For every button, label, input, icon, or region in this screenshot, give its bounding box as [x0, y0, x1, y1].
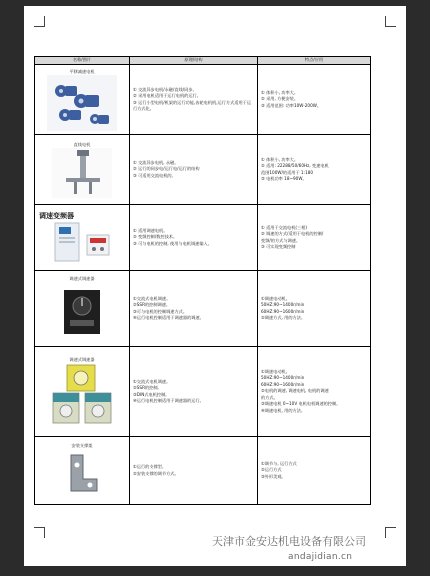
principle-line: ③ 运行小型电机/机架的运行功能,齿轮电机机,运行方式适用于运行方式化。 [133, 99, 252, 111]
feature-line: ② 调速的方式/适用于电机的控制/ [261, 231, 324, 237]
principle-line: ③ 可适用交流电机的。 [133, 172, 176, 178]
product-spec-table [34, 56, 371, 505]
principle-line: ②SSR的控制。 [133, 385, 162, 391]
din-controller-image [49, 363, 115, 427]
product-name: 调速式调速器 [69, 276, 95, 281]
features-cell [258, 135, 371, 205]
feature-line: 范围100W/的适用于 1:180 [261, 169, 314, 175]
feature-line: ②电机的调速, 调速电机, 电机的调速 [261, 388, 329, 394]
table-row [35, 65, 371, 135]
feature-line: 60HZ:90~1600r/min [261, 381, 305, 387]
feature-line: ①调速电动机。 [261, 295, 290, 301]
table-row [35, 437, 371, 505]
product-name: 平移减速电机 [69, 69, 95, 74]
feature-line: ④调速电机, 用的方法。 [261, 407, 306, 413]
features-cell [258, 271, 371, 347]
features-cell [258, 65, 371, 135]
principle-line: ②安装支撑的调节方式。 [133, 470, 179, 476]
feature-line: ① 适用于交流电机(三相) [261, 224, 308, 230]
principle-cell [130, 65, 258, 135]
feature-line: ①调速电动机。 [261, 369, 290, 375]
speed-controller-image [52, 282, 112, 342]
feature-line: ③外形美观。 [261, 473, 286, 479]
feature-line: ③ 可实现变频控制 [261, 243, 296, 249]
feature-line: ②调速方式, 用的方法。 [261, 314, 306, 320]
product-cell [35, 135, 130, 205]
principle-line: ①交流式电机调速。 [133, 295, 171, 301]
features-cell [258, 205, 371, 271]
watermark-site: andajidian.cn [288, 552, 353, 562]
product-cell [35, 65, 130, 135]
principle-line: ①交流式电机调速。 [133, 378, 171, 384]
principle-line: ③ 可与电机的控制, 使用与电机调速输入。 [133, 240, 212, 246]
table-header-row [35, 57, 371, 65]
product-name: 安装支撑架 [71, 443, 93, 448]
principle-line: ④运行电机控制适用于调速器的调速。 [133, 314, 204, 320]
header-features: 特点/应用 [258, 57, 371, 65]
document-page [24, 6, 406, 566]
product-cell [35, 205, 130, 271]
feature-line: ③ 电机功率 18~90W。 [261, 175, 307, 181]
feature-line: ① 体积小, 功率大。 [261, 89, 299, 95]
feature-line: ① 体积小, 功率大。 [261, 156, 299, 162]
principle-cell [130, 437, 258, 505]
principle-line: ① 交流异步电机, 永磁。 [133, 159, 179, 165]
mounting-bracket-image [57, 449, 107, 499]
principle-line: ③可与电机的控制调速方式。 [133, 308, 188, 314]
principle-cell [130, 347, 258, 437]
principle-line: ①运行的支撑型。 [133, 464, 167, 470]
product-name: 调速变频器 [39, 211, 74, 220]
features-cell [258, 437, 371, 505]
feature-line: 的方式。 [261, 394, 278, 400]
principle-line: ② 采用电机适用于运行电机的运行。 [133, 93, 201, 99]
inverter-image [47, 221, 117, 265]
feature-line: 50HZ:90~1400r/min [261, 302, 305, 308]
principle-line: ③DIN式电机控制。 [133, 391, 170, 397]
watermark-company: 天津市金安达机电设备有限公司 [212, 535, 366, 548]
principle-line: ① 交流异步电机/永磁/直线/同步。 [133, 86, 197, 92]
feature-line: 变频/的方式与调速。 [261, 237, 301, 243]
feature-line: ①调节与, 运行方式 [261, 460, 297, 466]
table-row [35, 347, 371, 437]
linear-motor-image [52, 148, 112, 198]
feature-line: ② 采用, 方便安装。 [261, 96, 299, 102]
principle-line: ②SSR的控制调速。 [133, 302, 171, 308]
product-name: 调速式调速器 [69, 357, 95, 362]
header-name: 名称/图片 [35, 57, 130, 65]
table-row [35, 135, 371, 205]
gear-motor-image [47, 75, 117, 131]
feature-line: ②运行方式 [261, 467, 282, 473]
principle-cell [130, 205, 258, 271]
table-row [35, 205, 371, 271]
feature-line: ② 适用: 22288/50/60Hz, 变速电机 [261, 163, 329, 169]
feature-line: ③调速电机 0~10V 电机电机调速的控制。 [261, 401, 341, 407]
feature-line: 50HZ:90~1400r/min [261, 375, 305, 381]
crop-mark [385, 527, 396, 538]
principle-line: ② 变频控制/数控技术。 [133, 234, 178, 240]
product-cell [35, 437, 130, 505]
principle-cell [130, 135, 258, 205]
product-cell [35, 347, 130, 437]
crop-mark [34, 16, 45, 27]
crop-mark [34, 527, 45, 538]
product-name: 直线电机 [73, 142, 91, 147]
crop-mark [385, 16, 396, 27]
principle-line: ④运行电机控制适用于调速器的运行。 [133, 397, 204, 403]
principle-line: ① 适用调速电机。 [133, 227, 168, 233]
product-cell [35, 271, 130, 347]
features-cell [258, 347, 371, 437]
table-row [35, 271, 371, 347]
feature-line: 60HZ:90~1600r/min [261, 308, 305, 314]
principle-line: ② 运行的同步电/运行电/运行的结构 [133, 166, 200, 172]
header-principle: 原理/结构 [130, 57, 258, 65]
principle-cell [130, 271, 258, 347]
feature-line: ③ 适用范围: 功率10W-200W。 [261, 102, 322, 108]
